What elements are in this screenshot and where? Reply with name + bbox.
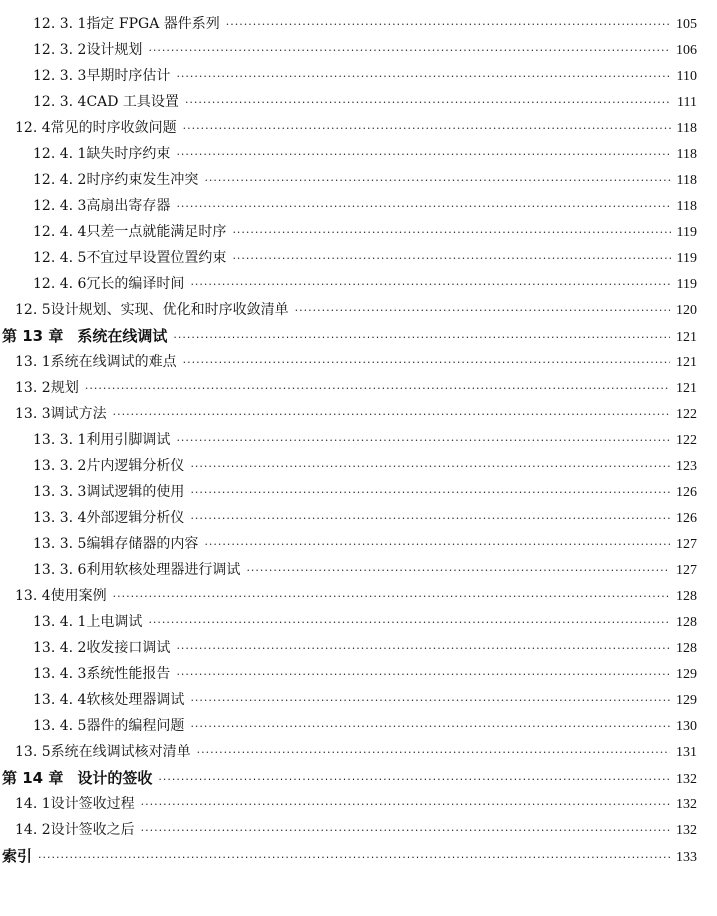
toc-entry-number: 12. 3. 1 [33,16,87,32]
toc-subsection-entry[interactable] [0,427,717,453]
toc-entry-number: 13. 1 [15,354,51,370]
toc-dot-leader [141,818,670,844]
toc-dot-leader [176,194,670,220]
toc-entry-number: 13. 4 [15,588,51,604]
toc-dot-leader [113,584,670,610]
toc-entry-number: 13. 3 [15,406,51,422]
toc-chapter-entry[interactable] [0,323,717,349]
toc-entry-page-number: 131 [676,745,697,760]
toc-entry-number: 12. 4. 1 [33,146,87,162]
toc-entry-title: 系统性能报告 [86,666,171,682]
toc-entry-title: 调试逻辑的使用 [86,484,185,500]
toc-subsection-entry[interactable] [0,661,717,687]
toc-dot-leader [148,610,670,636]
toc-subsection-entry[interactable] [0,245,717,271]
toc-entry-title: 索引 [2,847,33,865]
toc-entry-page-number: 132 [676,772,697,787]
toc-entry-page-number: 127 [676,537,697,552]
toc-subsection-entry[interactable] [0,479,717,505]
toc-entry-title: 上电调试 [86,614,143,630]
toc-dot-leader [176,142,670,168]
toc-dot-leader [190,454,670,480]
toc-entry-page-number: 118 [676,173,697,188]
toc-subsection-entry[interactable] [0,531,717,557]
toc-entry-page-number: 110 [676,69,697,84]
toc-dot-leader [176,428,670,454]
toc-entry-title: 指定 FPGA 器件系列 [86,16,220,32]
toc-entry-number: 14. 2 [15,822,51,838]
toc-dot-leader [232,246,670,272]
toc-chapter-entry[interactable] [0,765,717,791]
toc-entry-page-number: 105 [676,17,697,32]
toc-entry-page-number: 111 [677,95,697,110]
toc-dot-leader [226,12,670,38]
toc-entry-title: 使用案例 [50,588,107,604]
toc-entry-number: 12. 5 [15,302,51,318]
toc-entry-number: 12. 3. 2 [33,42,87,58]
toc-entry-number: 13. 4. 3 [33,666,87,682]
toc-entry-number: 13. 3. 4 [33,510,87,526]
toc-entry-page-number: 127 [676,563,697,578]
toc-subsection-entry[interactable] [0,219,717,245]
toc-entry-number: 12. 4. 5 [33,250,87,266]
toc-subsection-entry[interactable] [0,89,717,115]
toc-entry-page-number: 121 [676,355,697,370]
toc-dot-leader [183,116,671,142]
toc-dot-leader [148,38,670,64]
toc-entry-number: 12. 4 [15,120,51,136]
toc-entry-page-number: 120 [676,303,697,318]
toc-entry-title: 系统在线调试的难点 [50,354,177,370]
toc-entry-number: 13. 4. 4 [33,692,87,708]
toc-entry-title: 常见的时序收敛问题 [50,120,177,136]
toc-entry-title: 时序约束发生冲突 [86,172,199,188]
toc-entry-title: 规划 [50,380,79,396]
toc-entry-number: 13. 5 [15,744,51,760]
toc-entry-title: 设计签收之后 [50,822,135,838]
toc-section-entry[interactable] [0,791,717,817]
toc-dot-leader [190,688,670,714]
toc-entry-page-number: 119 [676,277,697,292]
toc-entry-page-number: 130 [676,719,697,734]
toc-dot-leader [176,662,670,688]
toc-subsection-entry[interactable] [0,557,717,583]
toc-entry-title: 冗长的编译时间 [86,276,185,292]
toc-dot-leader [190,480,670,506]
toc-entry-title: 设计签收过程 [50,796,135,812]
toc-entry-number: 12. 3. 4 [33,94,87,110]
toc-subsection-entry[interactable] [0,687,717,713]
toc-entry-number: 12. 4. 4 [33,224,87,240]
toc-dot-leader [185,90,671,116]
toc-entry-page-number: 121 [676,381,697,396]
toc-entry-number: 13. 3. 6 [33,562,87,578]
toc-subsection-entry[interactable] [0,453,717,479]
toc-entry-page-number: 119 [676,225,697,240]
toc-entry-title: 早期时序估计 [86,68,171,84]
toc-entry-title: 调试方法 [50,406,107,422]
toc-dot-leader [295,298,670,324]
toc-entry-title: 设计的签收 [77,769,153,787]
toc-entry-page-number: 132 [676,797,697,812]
toc-dot-leader [38,845,670,871]
toc-entry-number: 第 13 章 [2,327,64,345]
toc-entry-title: 利用软核处理器进行调试 [86,562,241,578]
toc-dot-leader [176,636,670,662]
toc-subsection-entry[interactable] [0,713,717,739]
toc-entry-page-number: 118 [676,147,697,162]
toc-section-entry[interactable] [0,349,717,375]
toc-entry-number: 13. 3. 1 [33,432,87,448]
toc-entry-number: 14. 1 [15,796,51,812]
toc-entry-title: 系统在线调试核对清单 [50,744,191,760]
toc-entry-number: 13. 4. 1 [33,614,87,630]
toc-entry-page-number: 133 [676,850,697,865]
toc-entry-number: 13. 3. 2 [33,458,87,474]
toc-entry-title: 片内逻辑分析仪 [86,458,185,474]
toc-dot-leader [197,740,670,766]
toc-section-entry[interactable] [0,297,717,323]
toc-dot-leader [113,402,670,428]
toc-entry-title: CAD 工具设置 [86,94,179,110]
toc-entry-title: 编辑存储器的内容 [86,536,199,552]
toc-entry-title: 收发接口调试 [86,640,171,656]
toc-entry-page-number: 126 [676,511,697,526]
toc-dot-leader [246,558,670,584]
toc-subsection-entry[interactable] [0,193,717,219]
toc-dot-leader [190,272,670,298]
toc-entry-page-number: 121 [676,330,697,345]
toc-entry-page-number: 106 [676,43,697,58]
toc-entry-page-number: 126 [676,485,697,500]
toc-entry-page-number: 119 [676,251,697,266]
toc-entry-title: 不宜过早设置位置约束 [86,250,227,266]
toc-entry-page-number: 129 [676,693,697,708]
toc-dot-leader [204,168,670,194]
toc-subsection-entry[interactable] [0,167,717,193]
toc-dot-leader [85,376,670,402]
toc-entry-page-number: 122 [676,407,697,422]
toc-dot-leader [204,532,670,558]
toc-entry-title: 系统在线调试 [77,327,168,345]
toc-entry-title: 高扇出寄存器 [86,198,171,214]
toc-chapter-entry[interactable] [0,843,717,869]
toc-entry-number: 13. 4. 5 [33,718,87,734]
toc-entry-title: 软核处理器调试 [86,692,185,708]
toc-subsection-entry[interactable] [0,37,717,63]
toc-dot-leader [158,767,670,793]
toc-section-entry[interactable] [0,375,717,401]
toc-section-entry[interactable] [0,817,717,843]
toc-dot-leader [190,506,670,532]
toc-entry-title: 外部逻辑分析仪 [86,510,185,526]
toc-dot-leader [190,714,670,740]
toc-subsection-entry[interactable] [0,11,717,37]
toc-subsection-entry[interactable] [0,505,717,531]
toc-entry-page-number: 129 [676,667,697,682]
toc-entry-number: 13. 4. 2 [33,640,87,656]
toc-entry-page-number: 132 [676,823,697,838]
toc-dot-leader [173,325,670,351]
toc-entry-number: 第 14 章 [2,769,64,787]
toc-entry-title: 只差一点就能满足时序 [86,224,227,240]
toc-subsection-entry[interactable] [0,63,717,89]
toc-entry-number: 13. 3. 5 [33,536,87,552]
toc-entry-page-number: 118 [676,199,697,214]
toc-subsection-entry[interactable] [0,141,717,167]
toc-entry-title: 器件的编程问题 [86,718,185,734]
toc-entry-page-number: 123 [676,459,697,474]
toc-section-entry[interactable] [0,115,717,141]
toc-dot-leader [141,792,670,818]
toc-entry-number: 13. 2 [15,380,51,396]
toc-entry-title: 设计规划、实现、优化和时序收敛清单 [50,302,289,318]
toc-section-entry[interactable] [0,739,717,765]
toc-subsection-entry[interactable] [0,635,717,661]
toc-dot-leader [183,350,670,376]
toc-subsection-entry[interactable] [0,609,717,635]
toc-section-entry[interactable] [0,401,717,427]
toc-entry-number: 12. 3. 3 [33,68,87,84]
toc-entry-number: 12. 4. 2 [33,172,87,188]
toc-entry-title: 利用引脚调试 [86,432,171,448]
toc-entry-number: 12. 4. 3 [33,198,87,214]
toc-dot-leader [232,220,670,246]
toc-entry-page-number: 118 [676,121,697,136]
toc-entry-page-number: 128 [676,615,697,630]
toc-entry-number: 13. 3. 3 [33,484,87,500]
toc-entry-page-number: 122 [676,433,697,448]
toc-entry-title: 设计规划 [86,42,143,58]
toc-entry-page-number: 128 [676,641,697,656]
toc-entry-number: 12. 4. 6 [33,276,87,292]
toc-entry-title: 缺失时序约束 [86,146,171,162]
toc-subsection-entry[interactable] [0,271,717,297]
toc-entry-page-number: 128 [676,589,697,604]
toc-dot-leader [176,64,670,90]
toc-section-entry[interactable] [0,583,717,609]
